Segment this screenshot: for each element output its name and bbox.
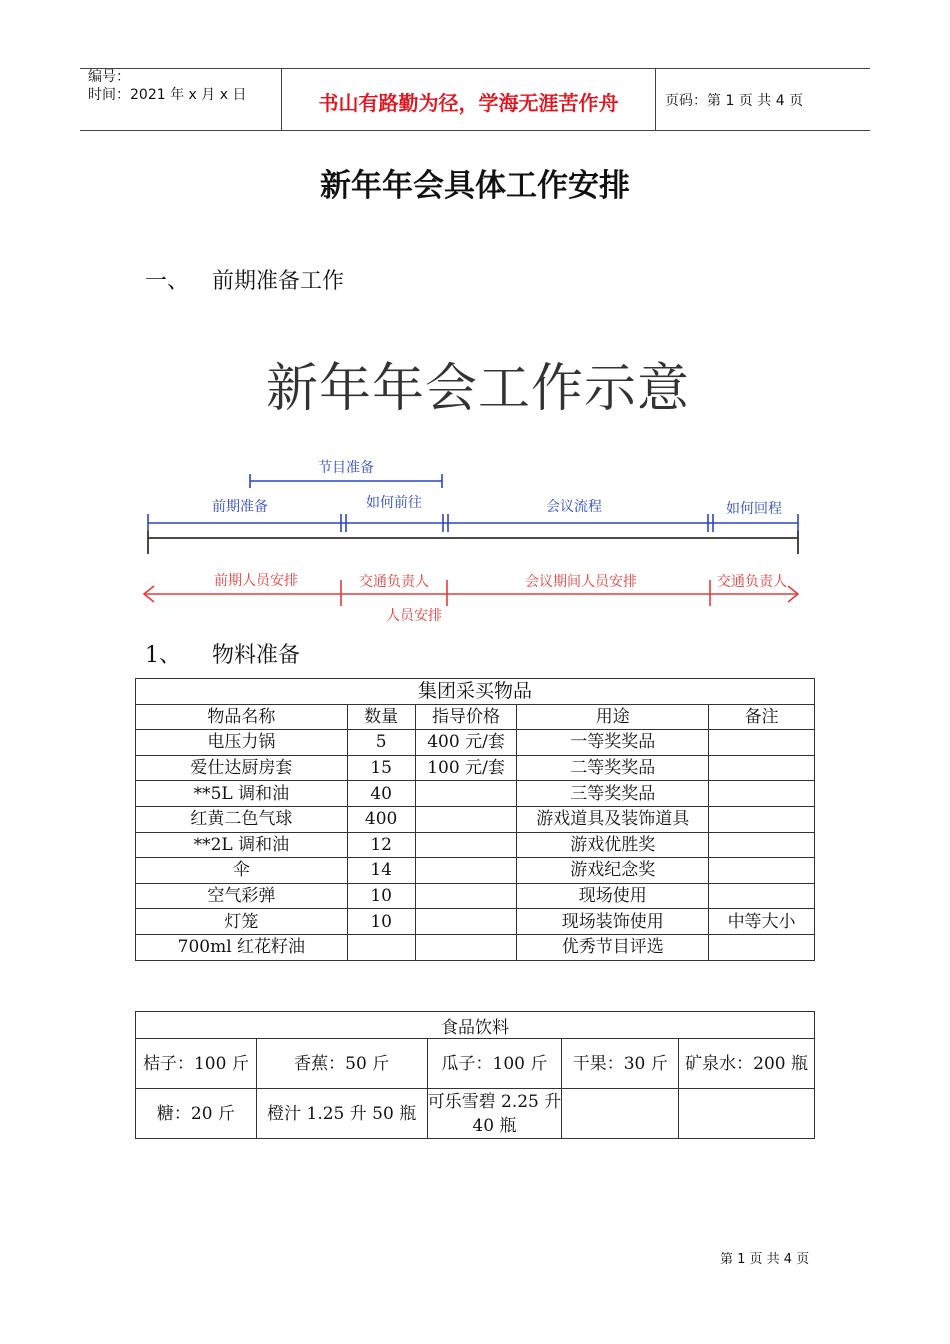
table-cell: 优秀节目评选 <box>517 934 709 960</box>
section-label: 前期准备工作 <box>212 269 345 294</box>
table-cell <box>709 832 815 858</box>
table-cell: 一等奖奖品 <box>517 730 709 756</box>
table-cell: 红黄二色气球 <box>136 806 348 832</box>
timeline-axis-group <box>148 531 798 554</box>
doc-time-label: 时间：2021 年 x 月 x 日 <box>88 87 247 103</box>
table-cell <box>709 806 815 832</box>
subsection-number: 1、 <box>145 643 181 668</box>
label-transport-2: 交通负责人 <box>717 574 787 590</box>
table-cell <box>709 730 815 756</box>
table-row <box>136 781 815 807</box>
table-cell: 糖：20 斤 <box>136 1089 257 1139</box>
doc-number-label: 编号： <box>88 69 130 85</box>
table-cell <box>415 781 517 807</box>
purchase-table <box>135 678 815 961</box>
label-pre-prep: 前期准备 <box>212 499 268 515</box>
header-page-cell <box>655 69 870 130</box>
document-title: 新年年会具体工作安排 <box>320 168 630 204</box>
label-program-prep: 节目准备 <box>318 460 374 476</box>
label-pre-staff: 前期人员安排 <box>214 573 298 589</box>
table-cell: 伞 <box>136 858 348 884</box>
table-cell <box>709 883 815 909</box>
page-header <box>80 68 870 131</box>
subsection-label: 物料准备 <box>212 643 301 668</box>
table-cell: 15 <box>347 755 415 781</box>
header-cell: 物品名称 <box>136 704 348 730</box>
label-meeting-staff: 会议期间人员安排 <box>525 574 637 590</box>
header-cell: 指导价格 <box>415 704 517 730</box>
table-cell <box>415 832 517 858</box>
table-row <box>136 755 815 781</box>
table-cell: 5 <box>347 730 415 756</box>
table-cell <box>415 883 517 909</box>
table-cell <box>415 934 517 960</box>
header-meta <box>80 69 289 130</box>
header-cell: 备注 <box>709 704 815 730</box>
label-how-return: 如何回程 <box>726 501 782 517</box>
table-cell <box>709 781 815 807</box>
table-cell: 10 <box>347 883 415 909</box>
table-cell: 400 元/套 <box>415 730 517 756</box>
table-row <box>136 806 815 832</box>
food-table-caption: 食品饮料 <box>136 1012 815 1039</box>
table-cell: 400 <box>347 806 415 832</box>
table-cell: 10 <box>347 909 415 935</box>
timeline-red-labels <box>214 572 787 624</box>
table-cell: 中等大小 <box>709 909 815 935</box>
table-cell: 干果：30 斤 <box>562 1039 679 1089</box>
table-cell <box>709 934 815 960</box>
table-cell: 40 <box>347 781 415 807</box>
table-cell: 可乐雪碧 2.25 升 40 瓶 <box>427 1089 562 1139</box>
table-cell: 空气彩弹 <box>136 883 348 909</box>
table-cell: 二等奖奖品 <box>517 755 709 781</box>
label-staff-arrange: 人员安排 <box>386 608 442 624</box>
purchase-table-caption: 集团采买物品 <box>136 679 815 705</box>
label-how-go: 如何前往 <box>366 495 422 511</box>
table-cell <box>347 934 415 960</box>
table-cell: 现场装饰使用 <box>517 909 709 935</box>
table-cell: 游戏纪念奖 <box>517 858 709 884</box>
purchase-table-header-row <box>136 704 815 730</box>
table-cell: 游戏道具及装饰道具 <box>517 806 709 832</box>
table-cell: 矿泉水：200 瓶 <box>679 1039 815 1089</box>
section-number: 一、 <box>145 269 190 294</box>
table-cell: 14 <box>347 858 415 884</box>
table-cell: 游戏优胜奖 <box>517 832 709 858</box>
table-cell: 瓜子：100 斤 <box>427 1039 562 1089</box>
table-cell <box>415 806 517 832</box>
table-cell: 香蕉：50 斤 <box>256 1039 427 1089</box>
section-heading <box>145 264 344 295</box>
table-cell <box>709 858 815 884</box>
table-row <box>136 1089 815 1139</box>
label-meeting-flow: 会议流程 <box>546 499 602 515</box>
table-cell: 700ml 红花籽油 <box>136 934 348 960</box>
table-cell: 三等奖奖品 <box>517 781 709 807</box>
table-row <box>136 909 815 935</box>
header-motto: 书山有路勤为径，学海无涯苦作舟 <box>318 91 619 115</box>
header-cell: 用途 <box>517 704 709 730</box>
timeline-blue-labels <box>212 459 782 517</box>
table-row <box>136 858 815 884</box>
table-cell: 12 <box>347 832 415 858</box>
table-cell: 灯笼 <box>136 909 348 935</box>
header-page-info: 页码：第 1 页 共 4 页 <box>665 93 804 109</box>
header-motto-cell <box>281 69 656 130</box>
table-cell: 现场使用 <box>517 883 709 909</box>
page-footer: 第 1 页 共 4 页 <box>720 1252 810 1267</box>
table-row <box>136 883 815 909</box>
table-row <box>136 934 815 960</box>
table-cell: **2L 调和油 <box>136 832 348 858</box>
table-row <box>136 832 815 858</box>
table-cell: 桔子：100 斤 <box>136 1039 257 1089</box>
table-cell: 橙汁 1.25 升 50 瓶 <box>256 1089 427 1139</box>
table-cell: 100 元/套 <box>415 755 517 781</box>
table-cell: **5L 调和油 <box>136 781 348 807</box>
timeline-diagram <box>130 450 810 630</box>
table-cell <box>415 858 517 884</box>
food-table <box>135 1011 815 1139</box>
label-transport-1: 交通负责人 <box>359 574 429 590</box>
table-cell <box>415 909 517 935</box>
diagram-title: 新年年会工作示意 <box>265 359 690 419</box>
table-row <box>136 1039 815 1089</box>
subsection-heading <box>145 638 300 669</box>
table-cell: 爱仕达厨房套 <box>136 755 348 781</box>
table-cell <box>679 1089 815 1139</box>
table-cell <box>709 755 815 781</box>
table-row <box>136 730 815 756</box>
header-cell: 数量 <box>347 704 415 730</box>
table-cell: 电压力锅 <box>136 730 348 756</box>
table-cell <box>562 1089 679 1139</box>
